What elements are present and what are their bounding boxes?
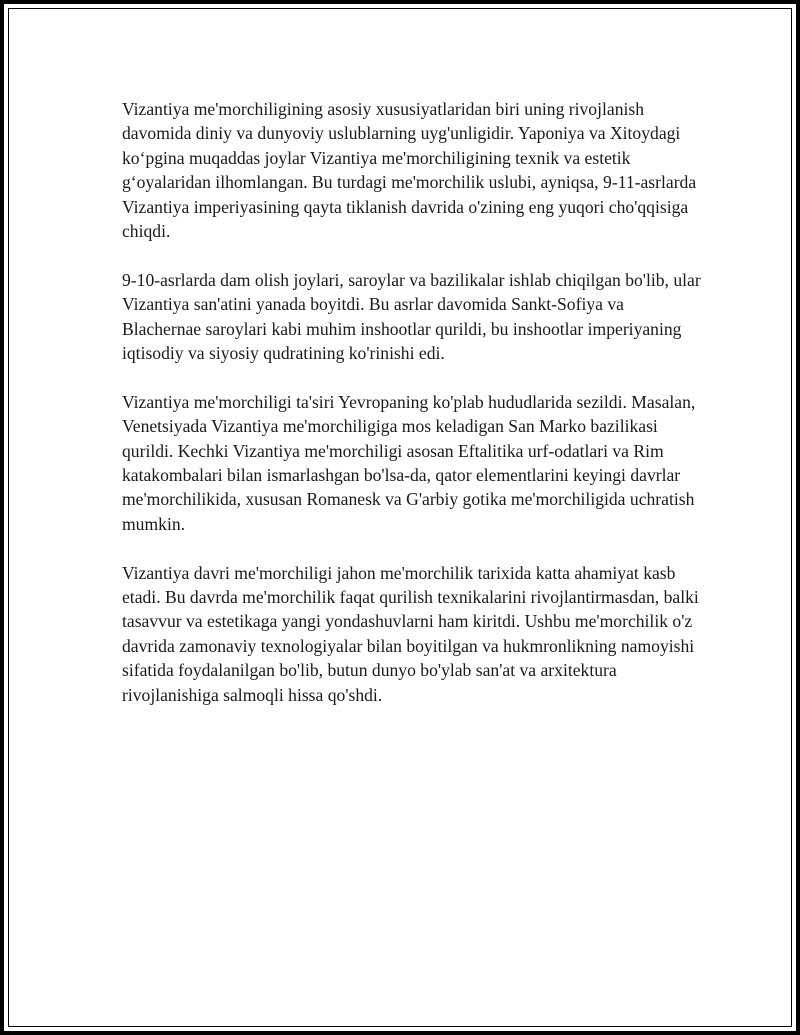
document-body <box>122 97 702 732</box>
paragraph-4: Vizantiya davri me'morchiligi jahon me'morchilik tarixida katta ahamiyat kasb etadi. Bu davrda me'morchilik faqat qurilish texnikalarini rivojlantirmasdan, balki tasavvur va estetikaga yangi yondashuvlarni ham kiritdi. Ushbu me'morchilik o'z davrida zamonaviy texnologiyalar bilan boyitilgan va hukmronlikning namoyishi sifatida foydalanilgan bo'lib, butun dunyo bo'ylab san'at va arxitektura rivojlanishiga salmoqli hissa qo'shdi. <box>122 562 699 705</box>
paragraph-3: Vizantiya me'morchiligi ta'siri Yevropaning ko'plab hududlarida sezildi. Masalan, Venetsiyada Vizantiya me'morchiligiga mos keladigan San Marko bazilikasi qurildi. Kechki Vizantiya me'morchiligi asosan Eftalitika urf-odatlari va Rim katakombalari bilan ismarlashgan bo'lsa-da, qator elementlarini keyingi davrlar me'morchilikida, xususan Romanesk va G'arbiy gotika me'morchiligida uchratish mumkin. <box>122 391 696 534</box>
paragraph-1: Vizantiya me'morchiligining asosiy xususiyatlaridan biri uning rivojlanish davomida diniy va dunyoviy uslublarning uyg'unligidir. Yaponiya va Xitoydagi ko‘pgina muqaddas joylar Vizantiya me'morchiligining texnik va estetik g‘oyalaridan ilhomlangan. Bu turdagi me'morchilik uslubi, ayniqsa, 9-11-asrlarda Vizantiya imperiyasining qayta tiklanish davrida o'zining eng yuqori cho'qqisiga chiqdi. <box>122 99 697 242</box>
paragraph-2: 9-10-asrlarda dam olish joylari, saroylar va bazilikalar ishlab chiqilgan bo'lib, ular Vizantiya san'atini yanada boyitdi. Bu asrlar davomida Sankt-Sofiya va Blachernae saroylari kabi muhim inshootlar qurildi, bu inshootlar imperiyaning iqtisodiy va siyosiy qudratining ko'rinishi edi. <box>122 269 701 364</box>
